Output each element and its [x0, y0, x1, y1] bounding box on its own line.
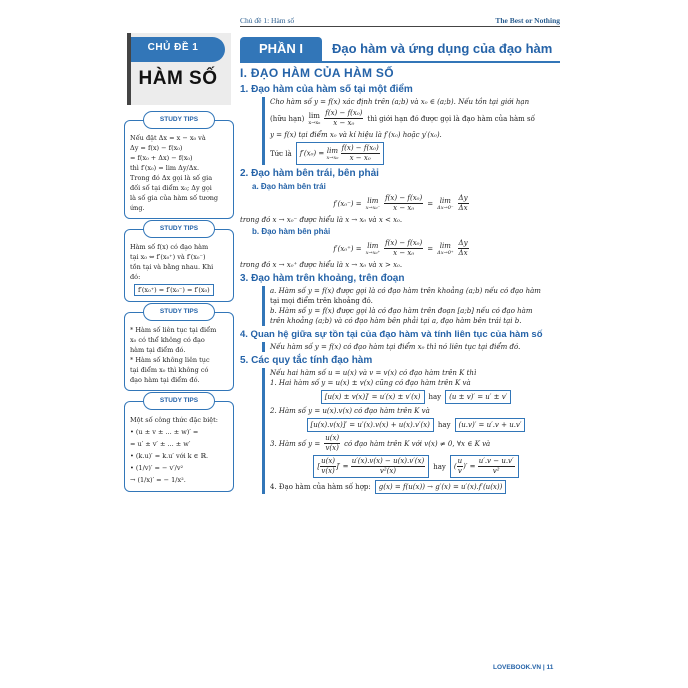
tip-line: = u′ ± v′ ± ... ± w′ — [130, 440, 191, 448]
lim-sub: Δx→0⁻ — [437, 204, 454, 211]
tip-line: Một số công thức đặc biệt: — [130, 416, 218, 424]
lim-text: lim — [439, 241, 451, 250]
tip-line: • (k.u)′ = k.u′ với k ∈ ℝ. — [130, 452, 209, 460]
lim-text: lim — [367, 196, 379, 205]
subsection-5-block — [262, 368, 562, 494]
topic-title: HÀM SỐ — [138, 68, 218, 89]
fraction — [458, 239, 469, 258]
study-tips-4-text — [130, 414, 228, 486]
running-header-chapter: Chủ đề 1: Hàm số — [240, 16, 295, 25]
tip-line: tồn tại và bằng nhau. Khi — [130, 263, 214, 271]
sub3-b2: trên khoảng (a;b) và có đạo hàm bên phải tại a, đạo hàm bên trái tại b. — [270, 317, 522, 325]
tip-line: tại x₀ ⇔ f′(x₀⁺) và f′(x₀⁻) — [130, 253, 206, 261]
sub1-line3: y = f(x) tại điểm x₀ và kí hiệu là f′(x₀) hoặc y′(x₀). — [270, 131, 442, 139]
study-tips-2-text — [130, 242, 228, 296]
frac-den: Δx — [458, 249, 468, 257]
frac-num: f(x) − f(x₀) — [325, 109, 363, 117]
frac-den: v(x) — [325, 444, 339, 452]
tip-line: đạo hàm tại điểm đó. — [130, 376, 200, 384]
frac-den: x − x₀ — [393, 204, 415, 212]
study-tips-badge — [143, 392, 215, 410]
sub2a-note: trong đó x → x₀⁻ được hiểu là x → x₀ và x < x₀. — [240, 216, 403, 224]
lim-text: lim — [367, 241, 379, 250]
frac-num: f(x) − f(x₀) — [385, 239, 423, 247]
lim-sub: x→x₀ — [326, 154, 339, 161]
study-tips-box-2 — [124, 225, 234, 302]
tip-line: Hàm số f(x) có đạo hàm — [130, 243, 209, 251]
lim-text: lim — [439, 196, 451, 205]
limit — [437, 197, 453, 211]
sub4-text: Nếu hàm số y = f(x) có đạo hàm tại điểm x₀ thì nó liên tục tại điểm đó. — [270, 343, 521, 351]
part-label: PHẦN I — [258, 41, 304, 56]
frac-den: v²(x) — [379, 467, 397, 475]
study-tips-box-3 — [124, 308, 234, 391]
frac-den: x − x₀ — [393, 249, 415, 257]
rule-3-suffix: có đạo hàm trên K với v(x) ≠ 0, ∀x ∈ K và — [344, 439, 491, 448]
fraction — [341, 144, 380, 163]
study-tips-column — [124, 110, 234, 498]
rule-2-short-box: (u.v)′ = u′.v + u.v′ — [455, 418, 526, 432]
fraction — [384, 239, 423, 258]
frac-den: x − x₀ — [349, 154, 371, 162]
fraction — [457, 457, 464, 476]
rule-1-formula-box: [u(x) ± v(x)]′ = u′(x) ± v′(x) — [321, 390, 425, 404]
tip-line: ứng. — [130, 204, 145, 212]
sub2b-note: trong đó x → x₀⁺ được hiểu là x → x₀ và x > x₀. — [240, 261, 403, 269]
sub1-line4-label: Tức là — [270, 149, 292, 158]
badge-text: STUDY TIPS — [159, 308, 199, 315]
tip-line: đối số tại điểm x₀; Δy gọi — [130, 184, 212, 192]
sub3-b1: b. Hàm số y = f(x) được gọi là có đạo hàm trên đoạn [a;b] nếu có đạo hàm — [270, 307, 533, 315]
right-derivative-formula — [240, 239, 562, 258]
fraction — [320, 457, 336, 476]
study-tips-box-1 — [124, 116, 234, 219]
fraction — [458, 194, 469, 213]
subsection-3-title: 3. Đạo hàm trên khoảng, trên đoạn — [240, 273, 405, 284]
fprime-lhs: f′(x₀) = — [299, 149, 325, 158]
limit — [366, 197, 380, 211]
hay-label: hay — [428, 393, 442, 401]
tip-line: thì f′(x₀) = lim Δy/Δx. — [130, 164, 200, 172]
frac-num: u(x) — [321, 457, 336, 465]
frac-num: u′(x).v(x) − u(x).v′(x) — [351, 457, 425, 465]
sub3-a1: a. Hàm số y = f(x) được gọi là có đạo hàm trên khoảng (a;b) nếu có đạo hàm — [270, 287, 541, 295]
fraction — [478, 457, 515, 476]
study-tips-1-text — [130, 133, 228, 213]
frac-num: Δy — [458, 194, 468, 202]
formula-lhs: f′(x₀⁻) = — [333, 199, 362, 208]
subsection-3-block — [262, 286, 562, 326]
header-rule — [240, 26, 560, 27]
tip-line: hàm tại điểm đó. — [130, 346, 186, 354]
sub2a-title: a. Đạo hàm bên trái — [252, 182, 326, 191]
lim-sub: x→x₀⁺ — [365, 249, 381, 256]
rule-4: 4. Đạo hàm của hàm số hợp: — [270, 483, 371, 491]
tip-line: tại điểm x₀ thì không có — [130, 366, 209, 374]
frac-den: v — [457, 467, 462, 475]
badge-text: STUDY TIPS — [159, 225, 199, 232]
study-tips-badge — [143, 220, 215, 238]
tip-line: đó: — [130, 273, 141, 281]
limit — [366, 242, 380, 256]
tip-line: * Hàm số không liên tục — [130, 356, 210, 364]
sub3-a2: tại mọi điểm trên khoảng đó. — [270, 297, 373, 305]
sub1-line4 — [270, 142, 562, 165]
study-tips-3-text — [130, 325, 228, 385]
lim-sub: Δx→0⁺ — [437, 249, 454, 256]
badge-text: STUDY TIPS — [159, 116, 199, 123]
part-title: Đạo hàm và ứng dụng của đạo hàm — [332, 41, 553, 56]
tip-formula-box: f′(x₀⁺) = f′(x₀⁻) = f′(x₀) — [134, 284, 214, 296]
tip-line: • (u ± v ± ... ± w)′ = — [130, 428, 199, 436]
section-title: I. ĐẠO HÀM CỦA HÀM SỐ — [240, 66, 394, 80]
topic-label: CHỦ ĐỀ 1 — [147, 42, 199, 53]
tip-line: Trong đó Δx gọi là số gia — [130, 174, 213, 182]
tip-line: → (1/x)′ = − 1/x². — [130, 476, 186, 484]
rule-1-short-box: (u ± v)′ = u′ ± v′ — [445, 390, 511, 404]
subsection-4-block — [262, 342, 562, 352]
limit — [308, 112, 320, 126]
sub1-line2 — [270, 109, 562, 128]
tip-line: • (1/v)′ = − v′/v² — [130, 464, 184, 472]
tip-line: Nếu đặt Δx = x − x₀ và — [130, 134, 206, 142]
page-footer: LOVEBOOK.VN | 11 — [493, 664, 554, 671]
subsection-1-title: 1. Đạo hàm của hàm số tại một điểm — [240, 84, 413, 95]
sub2b-title: b. Đạo hàm bên phải — [252, 227, 331, 236]
derivative-definition-box — [296, 142, 384, 165]
badge-text: STUDY TIPS — [159, 397, 199, 404]
rule-3-short-box: ( $\frac{u}{v}$ )′ = $\frac{u'.v - u.v'}{\text{v²}}$ — [450, 455, 519, 478]
rule-3-formula-box: [ $\frac{u(x)}{v(x)}$ ]′ = $\frac{u'(x).v(x) - u(x).v'(x)}{\text{v²(x)}}$ — [313, 455, 429, 478]
formula-lhs: f′(x₀⁺) = — [333, 244, 362, 253]
frac-den: v² — [492, 467, 500, 475]
sub1-line2-prefix: (hữu hạn) — [270, 114, 305, 123]
subsection-5-title: 5. Các quy tắc tính đạo hàm — [240, 355, 373, 366]
rule-1-formulas — [270, 390, 562, 404]
tip-line: = f(x₀ + Δx) − f(x₀) — [130, 154, 193, 162]
lim-sub: x→x₀⁻ — [365, 204, 381, 211]
running-header-motto: The Best or Nothing — [495, 16, 560, 25]
rule-1: 1. Hai hàm số y = u(x) ± v(x) cũng có đạo hàm trên K và — [270, 379, 471, 387]
sub1-line2-suffix: thì giới hạn đó được gọi là đạo hàm của hàm số — [367, 114, 535, 123]
rule-3-formulas — [270, 455, 562, 478]
limit — [437, 242, 453, 256]
main-content — [240, 66, 562, 496]
rule-2-formula-box: [u(x).v(x)]′ = u′(x).v(x) + u(x).v′(x) — [307, 418, 434, 432]
rule-4-formula-box: g(x) = f(u(x)) → g′(x) = u′(x).f′(u(x)) — [375, 480, 507, 494]
lim-sub: x→x₀ — [308, 119, 321, 126]
subsection-4-title: 4. Quan hệ giữa sự tồn tại của đạo hàm và tính liên tục của hàm số — [240, 329, 543, 340]
frac-num: u — [457, 457, 463, 465]
frac-den: v(x) — [321, 467, 335, 475]
lim-text: lim — [326, 146, 338, 155]
fraction — [324, 109, 363, 128]
fraction — [351, 457, 426, 476]
frac-den: x − x₀ — [333, 119, 355, 127]
subsection-1-block — [262, 97, 562, 165]
equals: = — [427, 244, 434, 253]
hay-label: hay — [437, 421, 451, 429]
lim-text: lim — [308, 111, 320, 120]
frac-den: Δx — [458, 204, 468, 212]
rule-2: 2. Hàm số y = u(x).v(x) có đạo hàm trên K và — [270, 407, 430, 415]
frac-num: Δy — [458, 239, 468, 247]
tip-line: * Hàm số liên tục tại điểm — [130, 326, 217, 334]
equals: = — [427, 199, 434, 208]
left-derivative-formula — [240, 194, 562, 213]
rule-2-formulas — [270, 418, 562, 432]
fraction — [324, 434, 340, 453]
tip-line: là số gia của hàm số tương — [130, 194, 219, 202]
subsection-2-title: 2. Đạo hàm bên trái, bên phải — [240, 168, 379, 179]
sub1-line1: Cho hàm số y = f(x) xác định trên (a;b) và x₀ ∈ (a;b). Nếu tồn tại giới hạn — [270, 98, 530, 106]
frac-num: f(x) − f(x₀) — [385, 194, 423, 202]
rule-3-prefix: 3. Hàm số y = — [270, 439, 321, 448]
hay-label: hay — [433, 462, 446, 471]
study-tips-badge — [143, 111, 215, 129]
tip-line: Δy = f(x) − f(x₀) — [130, 144, 183, 152]
part-underline — [240, 61, 560, 63]
frac-num: u(x) — [325, 434, 340, 442]
part-header — [240, 37, 560, 61]
frac-num: u′.v − u.v′ — [478, 457, 514, 465]
rule-3 — [270, 434, 562, 453]
limit — [326, 147, 338, 161]
tip-line: x₀ có thể không có đạo — [130, 336, 205, 344]
sub5-intro: Nếu hai hàm số u = u(x) và v = v(x) có đạo hàm trên K thì — [270, 369, 477, 377]
rule-4-row — [270, 480, 562, 494]
study-tips-box-4 — [124, 397, 234, 492]
frac-num: f(x) − f(x₀) — [341, 144, 379, 152]
fraction — [384, 194, 423, 213]
study-tips-badge — [143, 303, 215, 321]
